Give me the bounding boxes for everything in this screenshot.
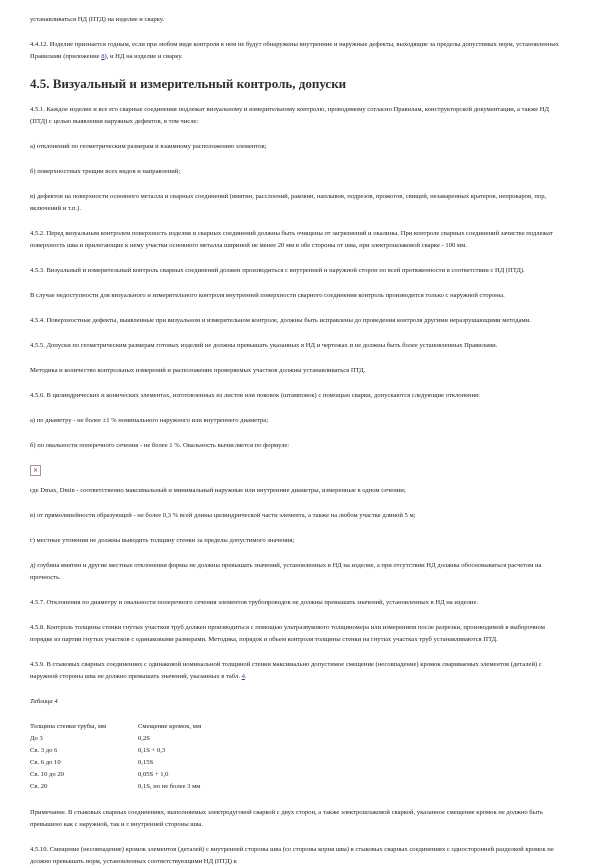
paragraph-note: Примечание. В стыковых сварных соединениях, выполняемых электродуговой сваркой с двух сторон, а также электрошлаковой сваркой, указанное смещение кромок не должно быть превышено как с наружной, так и с внутренней стороны шва.	[30, 809, 543, 828]
table-link[interactable]: 4	[241, 673, 245, 680]
paragraph-text-tail: .	[244, 673, 247, 680]
paragraph-4-5-7: 4.5.7. Отклонения по диаметру и овальности поперечного сечения элементов трубопроводов не должны превышать значений, установленных в НД на изделие.	[30, 599, 479, 606]
broken-image-glyph: ×	[32, 466, 39, 474]
table-caption: Таблица 4	[30, 698, 58, 705]
paragraph-4-5-9	[30, 659, 565, 683]
list-item-v2: в) от прямолинейности образующей - не более 0,3 % всей длины цилиндрической части элемента, а также на любом участке длиной 5 м;	[30, 512, 416, 519]
table-cell: 0,1S, но не более 3 мм	[138, 783, 201, 790]
paragraph-4-5-4: 4.5.4. Поверхностные дефекты, выявленные при визуальном и измерительном контроле, должны быть исправлены до проведения контроля другими неразрушающими методами.	[30, 317, 531, 324]
table-cell: 0,1S + 0,3	[138, 747, 166, 754]
table-cell: Св. 10 до 20	[30, 771, 64, 778]
paragraph-4-5-6: 4.5.6. В цилиндрических и конических элементах, изготовленных из листов или поковок (штамповок) с помощью сварки, допускаются следующие отклонения:	[30, 392, 480, 399]
table-row	[30, 733, 201, 745]
paragraph-4-5-1: 4.5.1. Каждое изделие и все его сварные соединения подлежат визуальному и измерительному контролю, проводимому согласно Правилам, конструкторской документации, а также НД (ПТД) с целью выявления наружных дефектов, в том числе:	[30, 106, 550, 125]
list-item-b2: б) по овальности поперечного сечения - не более 1 %. Овальность вычисляется по формуле:	[30, 442, 290, 449]
list-item-a2: а) по диаметру - не более ±1 % номинального наружного или внутреннего диаметра;	[30, 417, 269, 424]
paragraph-where: где Dmax, Dmin - соответственно максимальный и минимальный наружные или внутренние диаметры, измеренные в одном сечении;	[30, 487, 406, 494]
list-item-b: б) поверхностных трещин всех видов и направлений;	[30, 168, 181, 175]
table-cell: Св. 3 до 6	[30, 747, 58, 754]
list-item-d2: д) глубина вмятин и другие местные отклонения формы не должны превышать значений, установленных в НД на изделие, а при отсутствии НД должны обосновываться расчетом на прочность.	[30, 562, 542, 581]
list-item-a: а) отклонений по геометрическим размерам и взаимному расположению элементов;	[30, 143, 267, 150]
table-cell: До 3	[30, 735, 43, 742]
table-row	[30, 745, 201, 757]
paragraph-4-5-5: 4.5.5. Допуски по геометрическим размерам готовых изделий не должны превышать указанных в НД и чертежах и не должны быть более установленных Правилами.	[30, 342, 498, 349]
table-row	[30, 757, 201, 769]
table-row	[30, 769, 201, 781]
paragraph-intro: устанавливаться НД (ПТД) на изделие и сварку.	[30, 16, 165, 23]
paragraph-4-4-12	[30, 39, 565, 63]
paragraph-text: 4.4.12. Изделие признается годным, если при любом виде контроля в нем не будут обнаружены внутренние и наружные дефекты, выходящие за пределы допустимых норм, установленных Правилами (приложение	[30, 41, 559, 60]
table-cell: Св. 6 до 10	[30, 759, 61, 766]
paragraph-4-5-8: 4.5.8. Контроль толщины стенки гнутых участков труб должен производиться с помощью ультразвукового толщиномера или измерением после разрезки, производимой в выборочном порядке из партии гнутых участков с одинаковыми размерами. Методика, порядок и объем контроля толщины стенки на гнутых участках труб устанавливаются ПТД.	[30, 624, 545, 643]
table-cell: 0,05S + 1,0	[138, 771, 169, 778]
paragraph-4-5-2: 4.5.2. Перед визуальным контролем поверхность изделия и сварных соединений должны быть очищены от загрязнений и окалины. При контроле сварных соединений зачистке подлежат поверхность шва и прилегающие к нему участки основного металла шириной не менее 20 мм в обе стороны от шва, при электрошлаковой сварке - 100 мм.	[30, 230, 553, 249]
paragraph-methods: Методика и количество контрольных измерений и расположение проверяемых участков должны устанавливаться ПТД.	[30, 367, 366, 374]
section-heading: 4.5. Визуальный и измерительный контроль, допуски	[30, 76, 347, 91]
list-item-v: в) дефектов на поверхности основного металла и сварных соединений (вмятин, расслоений, раковин, наплывов, подрезов, прожогов, свищей, незаваренных кратеров, непроваров, пор, включений и т.п.).	[30, 193, 547, 212]
table-row	[30, 781, 201, 793]
broken-image-icon	[30, 465, 41, 476]
table-cell: 0,2S	[138, 735, 150, 742]
table-cell: 0,15S	[138, 759, 154, 766]
paragraph-4-5-10: 4.5.10. Смещение (несовпадение) кромок элементов (деталей) с внутренней стороны шва (со стороны корня шва) в стыковых сварных соединениях с односторонней разделкой кромок не должно превышать норм, установленных соответствующими НД (ПТД) к	[30, 846, 554, 865]
paragraph-access: В случае недоступности для визуального и измерительного контроля внутренней поверхности сварного соединения контроль производится только с наружной стороны.	[30, 292, 505, 299]
paragraph-4-5-3: 4.5.3. Визуальный и измерительный контроль сварных соединений должен производиться с внутренней и наружной сторон по всей протяженности в соответствии с НД (ПТД).	[30, 267, 525, 274]
paragraph-text-tail: ), и НД на изделие и сварку.	[104, 53, 183, 60]
offset-table	[30, 721, 201, 793]
paragraph-text: 4.5.9. В стыковых сварных соединениях с одинаковой номинальной толщиной стенки максимально допустимое смещение (несовпадение) кромок свариваемых элементов (деталей) с наружной стороны шва не должно превышать значений, указанных в табл.	[30, 661, 542, 680]
list-item-g2: г) местные утонения не должны выводить толщину стенки за пределы допустимого значения;	[30, 537, 295, 544]
table-header-cell: Толщина стенки трубы, мм	[30, 723, 107, 730]
table-header-cell: Смещение кромок, мм	[138, 723, 202, 730]
table-cell: Св. 20	[30, 783, 48, 790]
appendix-link[interactable]: 8	[101, 53, 105, 60]
table-header-row	[30, 721, 201, 733]
